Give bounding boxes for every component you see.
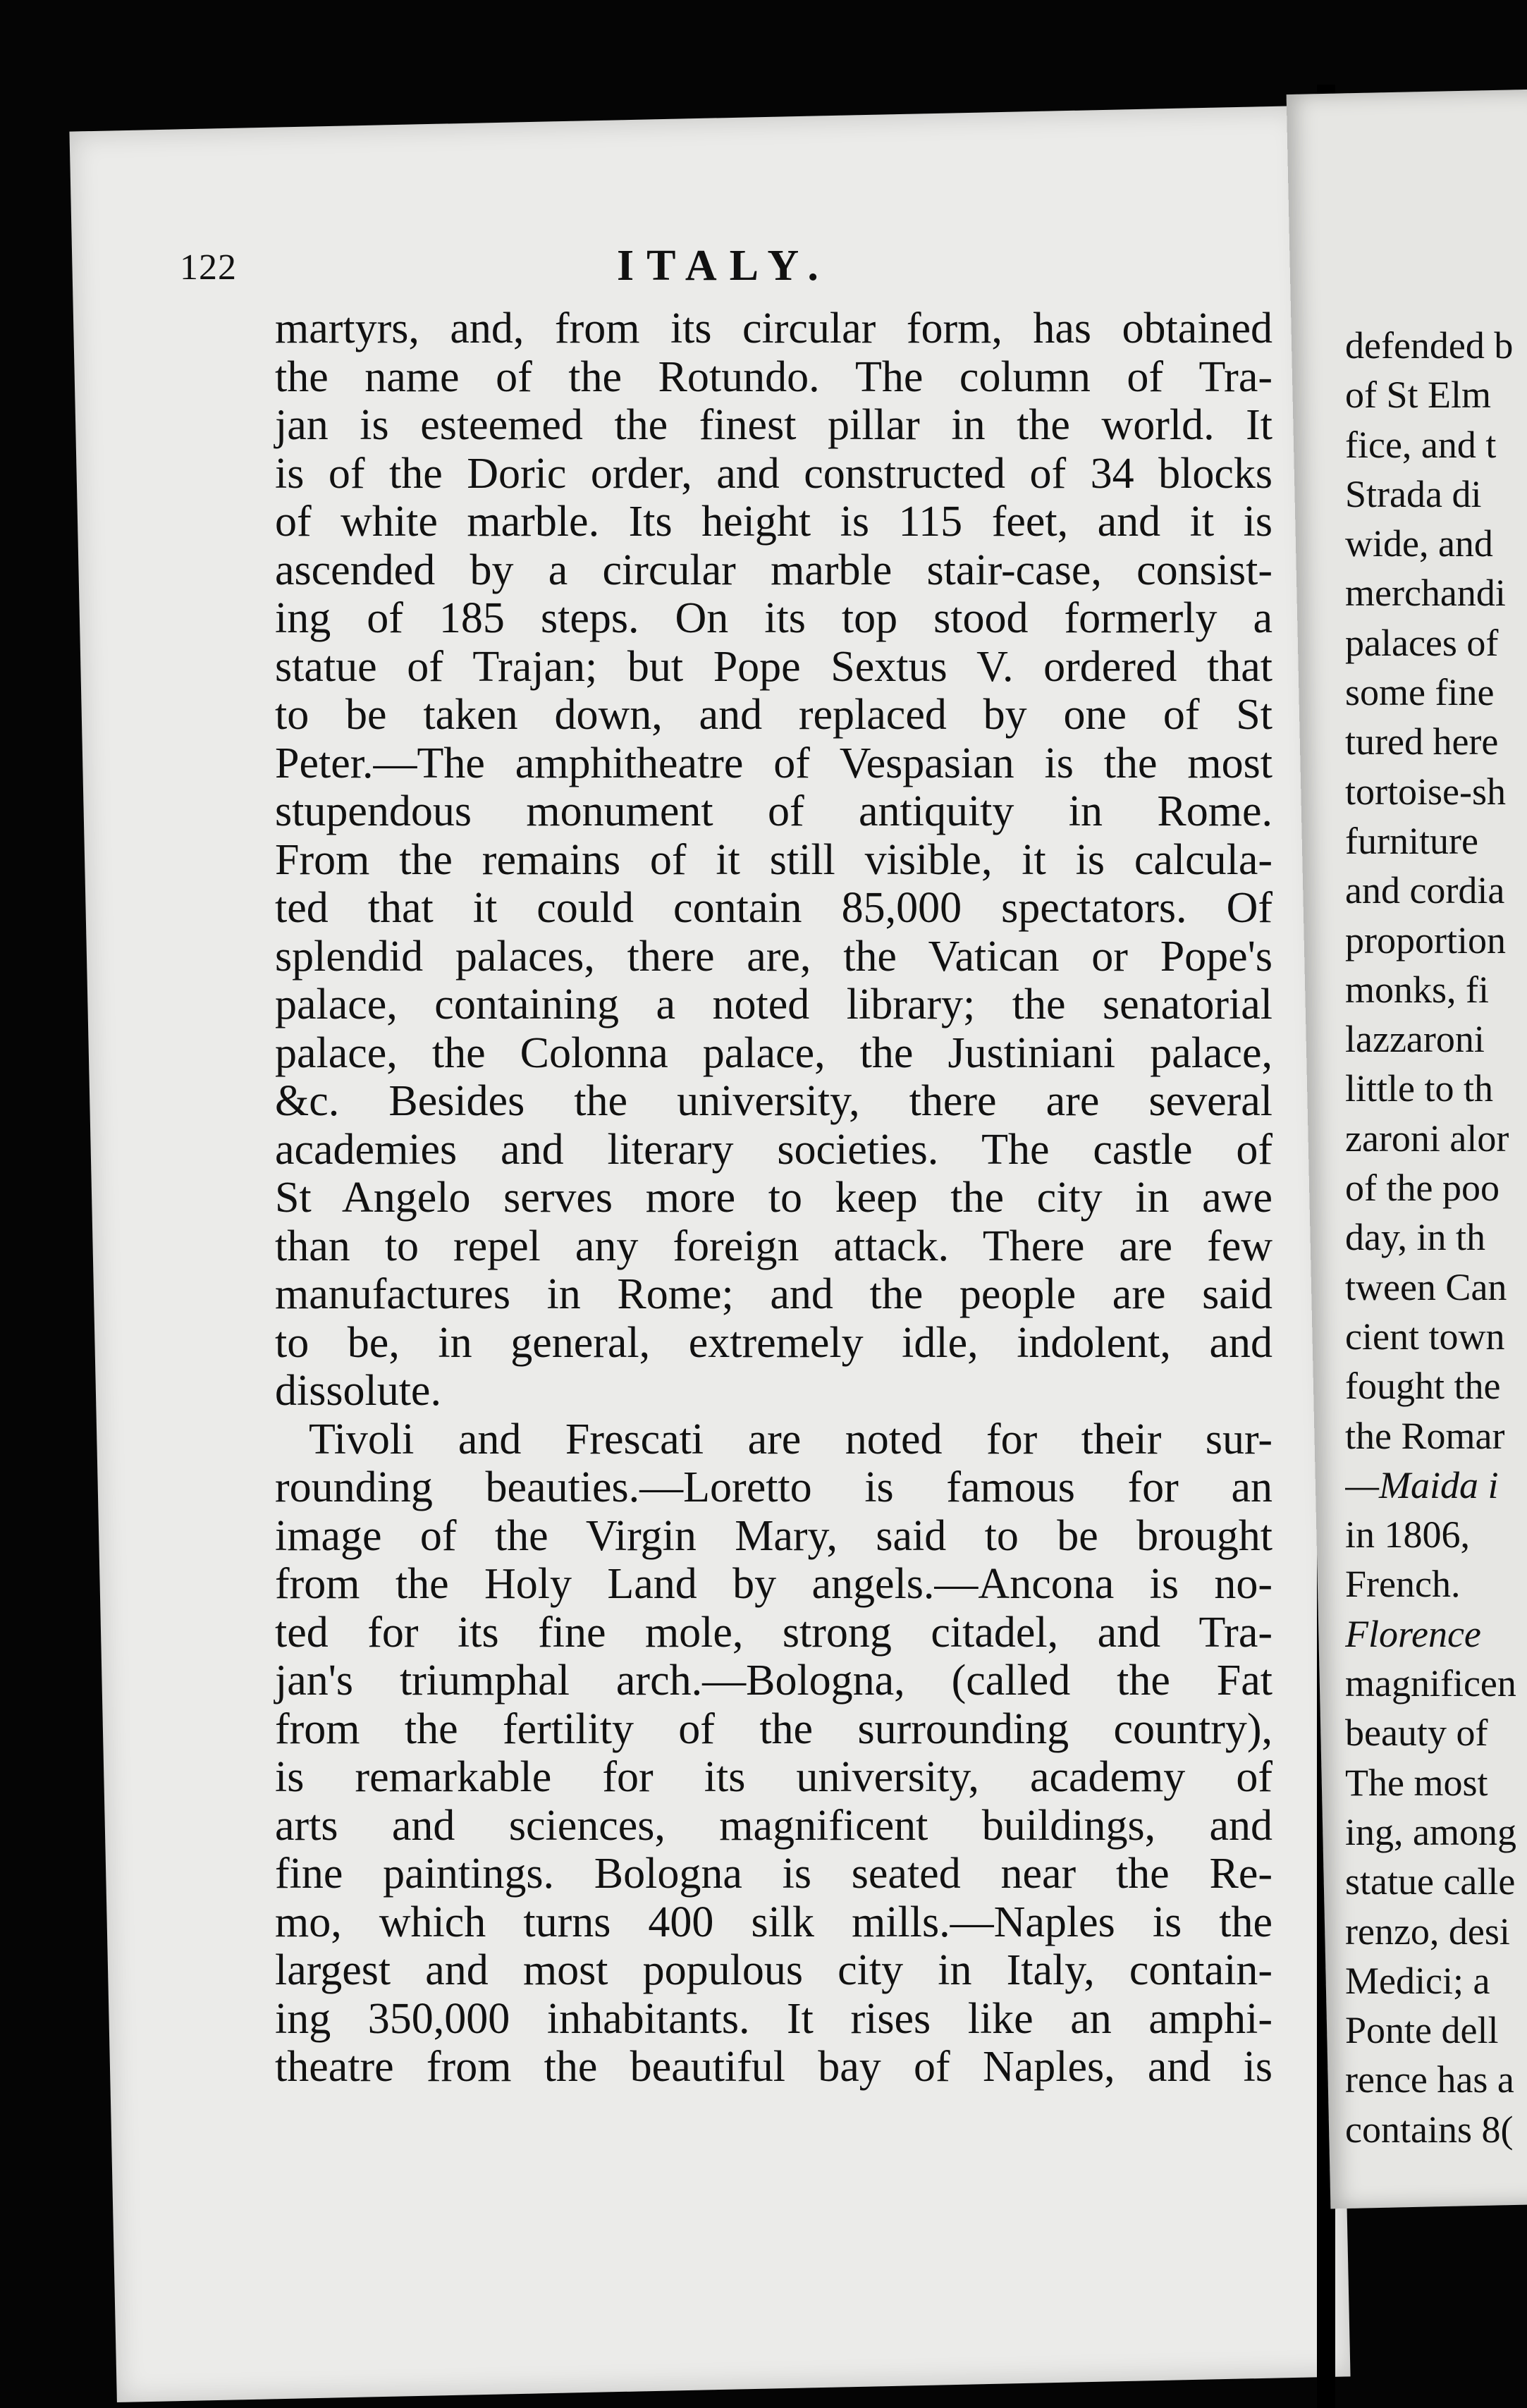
text-line: theatre from the beautiful bay of Naples, and is: [275, 2043, 1272, 2091]
text-line: in 1806,: [1345, 1513, 1471, 1556]
text-line: is remarkable for its university, academy of: [275, 1753, 1272, 1801]
text-line: St Angelo serves more to keep the city in awe: [275, 1174, 1272, 1222]
text-line: stupendous monument of antiquity in Rome.: [275, 787, 1272, 835]
text-line: rounding beauties.—Loretto is famous for an: [275, 1463, 1272, 1511]
text-line: dissolute.: [275, 1367, 441, 1415]
text-line: from the Holy Land by angels.—Ancona is no-: [275, 1560, 1272, 1608]
text-line: martyrs, and, from its circular form, has obtained: [275, 305, 1272, 352]
text-line: from the fertility of the surrounding country),: [275, 1704, 1272, 1753]
text-line: ascended by a circular marble stair-case, consist-: [275, 546, 1272, 594]
text-line: contains 8(: [1345, 2108, 1514, 2151]
text-line: palace, the Colonna palace, the Justiniani palace,: [275, 1028, 1272, 1077]
text-line: is of the Doric order, and constructed of 34 blocks: [275, 449, 1272, 498]
running-title: ITALY.: [617, 242, 831, 290]
text-line: of the poo: [1345, 1167, 1500, 1210]
text-line: Ponte dell: [1345, 2009, 1499, 2052]
text-line: Medici; a: [1345, 1959, 1490, 2002]
text-line: Strada di: [1345, 472, 1482, 515]
text-line: rence has a: [1345, 2058, 1514, 2101]
text-line: day, in th: [1345, 1216, 1485, 1259]
text-line: mo, which turns 400 silk mills.—Naples is the: [275, 1898, 1272, 1946]
running-head: [180, 242, 1280, 303]
text-line: From the remains of it still visible, it is calcula-: [275, 835, 1272, 884]
text-line: manufactures in Rome; and the people are said: [275, 1270, 1272, 1318]
text-line: of St Elm: [1345, 374, 1492, 417]
text-line: wide, and: [1345, 522, 1493, 565]
text-line: little to th: [1345, 1067, 1493, 1110]
text-line: Tivoli and Frescati are noted for their sur-: [309, 1415, 1272, 1463]
text-line: —Maida i: [1345, 1463, 1499, 1506]
text-line: cient town: [1345, 1315, 1505, 1358]
text-line: merchandi: [1345, 572, 1506, 615]
text-line: ing, among: [1345, 1810, 1516, 1853]
text-line: to be taken down, and replaced by one of St: [275, 691, 1272, 739]
text-line: &c. Besides the university, there are several: [275, 1077, 1272, 1125]
text-line: Florence: [1345, 1612, 1481, 1655]
text-line: image of the Virgin Mary, said to be brought: [275, 1511, 1272, 1560]
text-line: furniture: [1345, 819, 1478, 862]
text-line: monks, fi: [1345, 968, 1490, 1011]
text-line: ted that it could contain 85,000 spectators. Of: [275, 884, 1272, 932]
text-line: proportion: [1345, 919, 1506, 962]
text-line: arts and sciences, magnificent buildings, and: [275, 1801, 1272, 1850]
text-line: magnificen: [1345, 1662, 1516, 1705]
text-line: the name of the Rotundo. The column of Tra-: [275, 352, 1272, 401]
text-line: zaroni alor: [1345, 1117, 1509, 1160]
text-line: renzo, desi: [1345, 1910, 1510, 1953]
text-line: defended b: [1345, 324, 1514, 367]
text-line: ing 350,000 inhabitants. It rises like an amphi-: [275, 1994, 1272, 2043]
text-line: fice, and t: [1345, 423, 1497, 466]
left-page-text: [275, 305, 1272, 2091]
text-line: jan is esteemed the finest pillar in the world. It: [275, 401, 1272, 449]
page-number: 122: [180, 247, 237, 288]
text-line: palace, containing a noted library; the senatorial: [275, 981, 1272, 1028]
text-line: French.: [1345, 1563, 1461, 1606]
text-line: Peter.—The amphitheatre of Vespasian is the most: [275, 739, 1272, 787]
text-line: largest and most populous city in Italy, contain-: [275, 1946, 1272, 1994]
text-line: the Romar: [1345, 1414, 1505, 1457]
text-line: and cordia: [1345, 869, 1505, 912]
text-line: academies and literary societies. The castle of: [275, 1125, 1272, 1174]
text-line: ing of 185 steps. On its top stood formerly a: [275, 594, 1272, 642]
text-line: to be, in general, extremely idle, indolent, and: [275, 1318, 1272, 1367]
text-line: beauty of: [1345, 1712, 1488, 1755]
text-line: fine paintings. Bologna is seated near the Re-: [275, 1850, 1272, 1898]
text-line: statue calle: [1345, 1860, 1516, 1903]
text-line: The most: [1345, 1761, 1488, 1804]
text-line: fought the: [1345, 1365, 1501, 1408]
text-line: jan's triumphal arch.—Bologna, (called the Fat: [275, 1657, 1272, 1704]
text-line: statue of Trajan; but Pope Sextus V. ordered that: [275, 642, 1272, 691]
text-line: tortoise-sh: [1345, 770, 1506, 813]
text-line: some fine: [1345, 671, 1495, 714]
text-line: lazzaroni: [1345, 1018, 1485, 1061]
text-line: tured here: [1345, 720, 1499, 763]
text-line: palaces of: [1345, 621, 1499, 664]
text-line: than to repel any foreign attack. There are few: [275, 1222, 1272, 1270]
text-line: splendid palaces, there are, the Vatican or Pope's: [275, 932, 1272, 981]
text-line: tween Can: [1345, 1265, 1507, 1308]
text-line: ted for its fine mole, strong citadel, and Tra-: [275, 1608, 1272, 1657]
text-line: of white marble. Its height is 115 feet, and it is: [275, 498, 1272, 546]
right-page-text: [1345, 321, 1527, 2154]
